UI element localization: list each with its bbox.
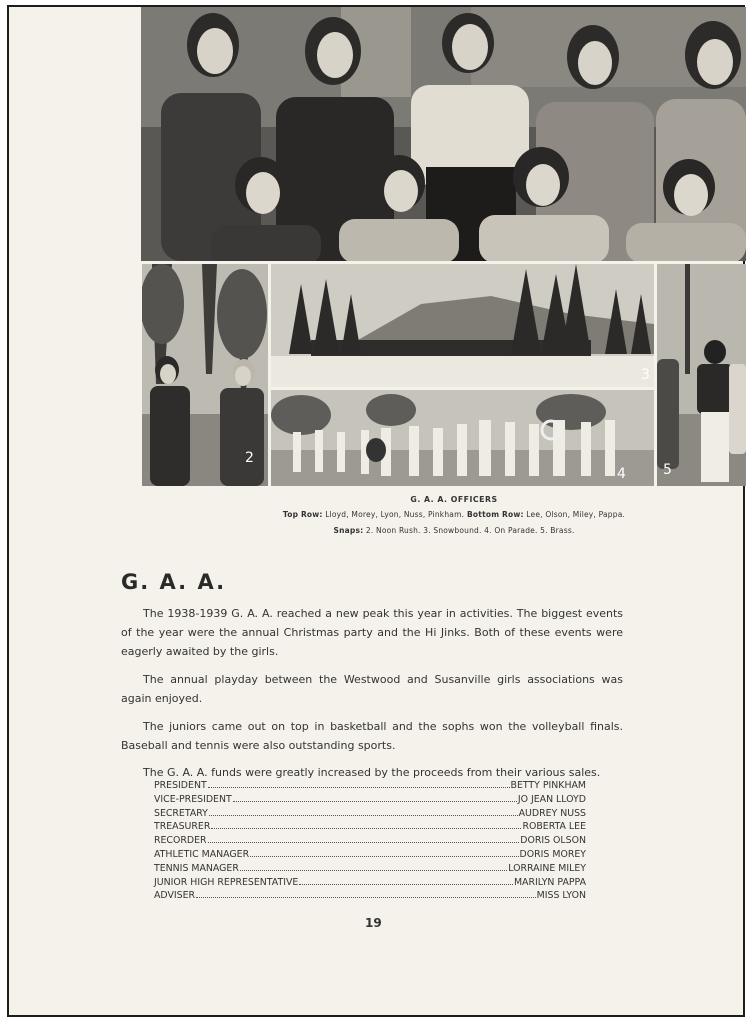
top-row-names: Lloyd, Morey, Lyon, Nuss, Pinkham. xyxy=(322,510,465,519)
officer-row xyxy=(154,862,586,876)
officer-name: MARILYN PAPPA xyxy=(513,876,586,888)
officer-name: MISS LYON xyxy=(536,890,586,902)
snaps-label: Snaps: xyxy=(333,526,364,535)
officer-role: SECRETARY xyxy=(154,807,208,819)
top-row-label: Top Row: xyxy=(282,510,323,519)
officer-role: JUNIOR HIGH REPRESENTATIVE xyxy=(154,876,299,888)
officer-name: DORIS OLSON xyxy=(520,835,586,847)
officer-row xyxy=(154,834,586,848)
brass-photo xyxy=(657,264,746,486)
officers-list xyxy=(154,779,586,903)
section-heading: G. A. A. xyxy=(121,570,227,594)
caption-rows xyxy=(259,510,649,519)
officers-group-photo xyxy=(141,7,746,261)
officer-role: ATHLETIC MANAGER xyxy=(154,848,250,860)
photo-number-4: 4 xyxy=(617,466,626,482)
officer-row xyxy=(154,807,586,821)
officer-name: ROBERTA LEE xyxy=(522,821,586,833)
officer-role: ADVISER xyxy=(154,890,196,902)
officer-row xyxy=(154,793,586,807)
snowbound-photo xyxy=(271,264,654,387)
officer-name: AUDREY NUSS xyxy=(518,807,586,819)
photo-number-3: 3 xyxy=(641,367,650,383)
photo-number-5: 5 xyxy=(663,462,672,478)
bottom-row-names: Lee, Olson, Miley, Pappa. xyxy=(523,510,626,519)
noon-rush-photo xyxy=(142,264,268,486)
officer-row xyxy=(154,779,586,793)
page-number: 19 xyxy=(365,916,382,930)
officer-role: TENNIS MANAGER xyxy=(154,862,239,874)
paragraph-1: The 1938-1939 G. A. A. reached a new peak this year in activities. The biggest events of the year were the annual Christmas party and the Hi Jinks. Both of these events were eagerly awaited by the girls. xyxy=(121,607,623,658)
officer-role: TREASURER xyxy=(154,821,211,833)
paragraph-2: The annual playday between the Westwood and Susanville girls associations was again enjoyed. xyxy=(121,673,623,705)
officer-role: VICE-PRESIDENT xyxy=(154,793,232,805)
officer-row xyxy=(154,820,586,834)
officer-role: RECORDER xyxy=(154,835,207,847)
yearbook-page xyxy=(7,5,745,1017)
bottom-row-label: Bottom Row: xyxy=(464,510,524,519)
officer-role: PRESIDENT xyxy=(154,780,207,791)
officer-name: DORIS MOREY xyxy=(519,848,586,860)
paragraph-3: The juniors came out on top in basketball and the sophs won the volleyball finals. Baseball and tennis were also outstanding sports. xyxy=(121,720,623,752)
officer-row xyxy=(154,889,586,903)
officer-name: LORRAINE MILEY xyxy=(508,862,586,874)
officer-name: BETTY PINKHAM xyxy=(510,780,586,791)
photo-number-2: 2 xyxy=(245,450,254,466)
officer-row xyxy=(154,876,586,890)
paragraph-4: The G. A. A. funds were greatly increased by the proceeds from their various sales. xyxy=(143,766,601,779)
on-parade-photo xyxy=(271,390,654,486)
caption-title: G. A. A. OFFICERS xyxy=(410,495,498,504)
caption-snaps xyxy=(259,526,649,535)
officer-row xyxy=(154,848,586,862)
snaps-text: 2. Noon Rush. 3. Snowbound. 4. On Parade. 5. Brass. xyxy=(363,526,575,535)
officer-name: JO JEAN LLOYD xyxy=(517,793,586,805)
